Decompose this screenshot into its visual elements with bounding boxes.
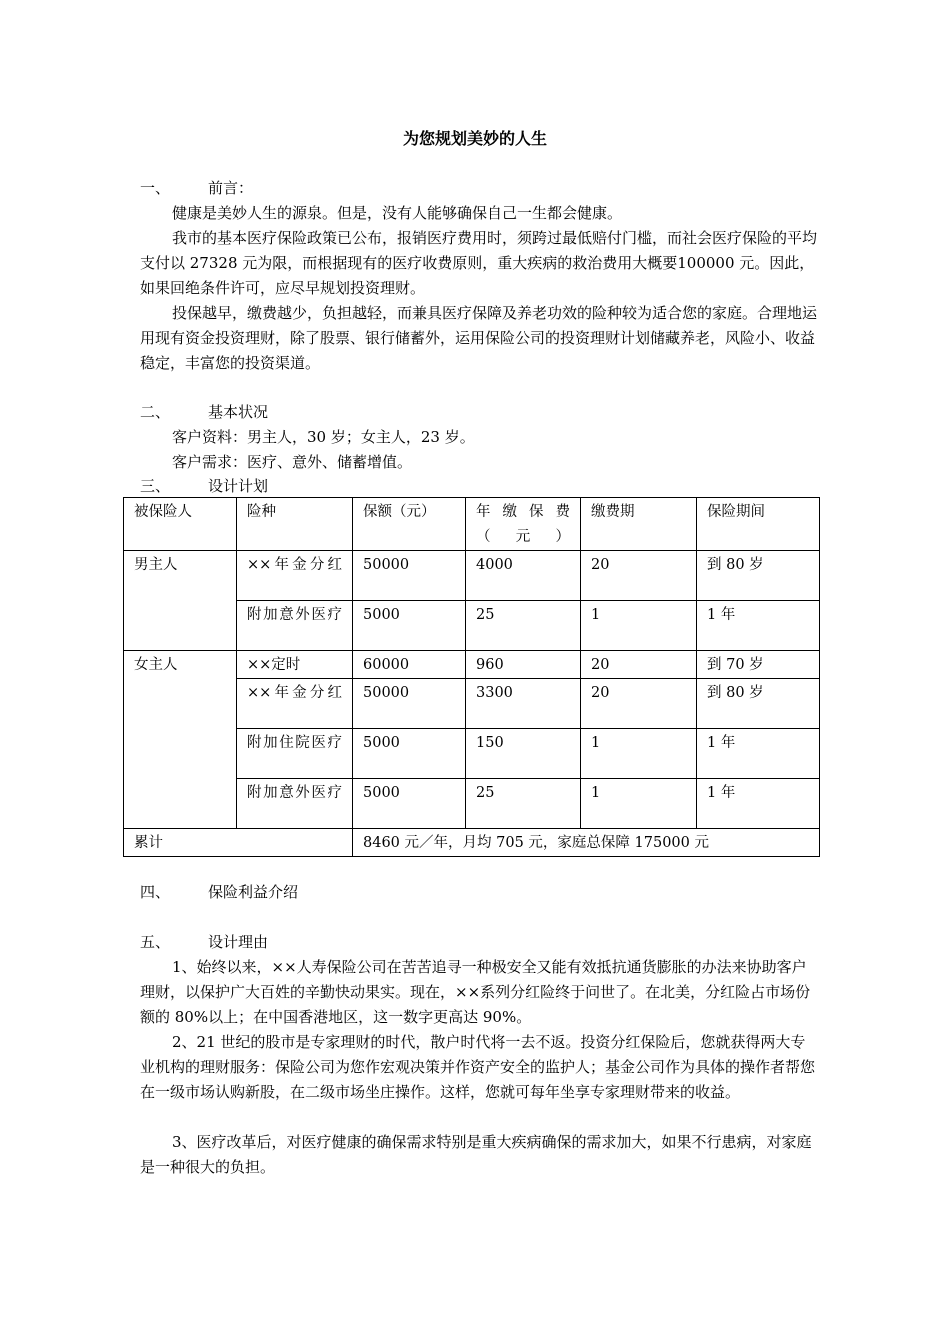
cell-amount: 60000: [353, 651, 466, 679]
cell-amount: 5000: [353, 601, 466, 651]
cell-coverage-period: 到 70 岁: [697, 651, 820, 679]
cell-amount: 50000: [353, 679, 466, 729]
cell-type: 附加住院医疗: [237, 729, 353, 779]
cell-pay-period: 1: [581, 729, 697, 779]
section-title: 设计理由: [208, 933, 269, 951]
document-title: 为您规划美妙的人生: [402, 129, 547, 148]
section-title: 基本状况: [208, 403, 269, 421]
cell-pay-period: 20: [581, 679, 697, 729]
cell-pay-period: 20: [581, 551, 697, 601]
preface-paragraph-2: 我市的基本医疗保险政策已公布，报销医疗费用时，须跨过最低赔付门槛，而社会医疗保险的平均支付以 27328 元为限，而根据现有的医疗收费原则，重大疾病的救治费用大概要100000 元。因此，如果回绝条件许可，应尽早规划投资理财。: [140, 229, 818, 297]
client-needs: 客户需求：医疗、意外、储蓄增值。: [172, 453, 413, 471]
cell-type: 附加意外医疗: [237, 779, 353, 829]
cell-coverage-period: 1 年: [697, 601, 820, 651]
section-heading-basic: [140, 400, 268, 425]
section-number: 四、: [140, 883, 171, 901]
table-row: [124, 551, 820, 601]
section-heading-preface: [140, 176, 253, 201]
cell-type: ××年金分红: [237, 679, 353, 729]
cell-pay-period: 1: [581, 779, 697, 829]
insured-female: 女主人: [124, 651, 237, 829]
preface-paragraph-1: 健康是美妙人生的源泉。但是，没有人能够确保自己一生都会健康。: [172, 204, 623, 222]
cell-premium: 25: [466, 601, 581, 651]
table-header-row: [124, 498, 820, 551]
cell-coverage-period: 到 80 岁: [697, 679, 820, 729]
section-title: 设计计划: [208, 477, 269, 495]
reason-paragraph-3: 3、医疗改革后，对医疗健康的确保需求特别是重大疾病确保的需求加大，如果不行患病，对家庭是一种很大的负担。: [140, 1133, 812, 1176]
header-coverage-period: 保险期间: [697, 498, 820, 551]
reason-paragraph-2: 2、21 世纪的股市是专家理财的时代，散户时代将一去不返。投资分红保险后，您就获得两大专业机构的理财服务：保险公司为您作宏观决策并作资产安全的监护人；基金公司作为具体的操作者帮您在一级市场认购新股，在二级市场坐庄操作。这样，您就可每年坐享专家理财带来的收益。: [140, 1033, 816, 1101]
section-number: 二、: [140, 403, 171, 421]
header-insured: 被保险人: [124, 498, 237, 551]
table-total-row: [124, 829, 820, 857]
table-row: [124, 651, 820, 679]
header-premium: 年缴保费（元）: [466, 498, 581, 551]
cell-coverage-period: 1 年: [697, 779, 820, 829]
header-type: 险种: [237, 498, 353, 551]
section-number: 五、: [140, 933, 171, 951]
cell-coverage-period: 1 年: [697, 729, 820, 779]
cell-premium: 3300: [466, 679, 581, 729]
cell-type: 附加意外医疗: [237, 601, 353, 651]
section-title: 保险利益介绍: [208, 883, 299, 901]
section-heading-benefits: [140, 880, 298, 905]
preface-paragraph-3: 投保越早，缴费越少，负担越轻，而兼具医疗保障及养老功效的险种较为适合您的家庭。合理地运用现有资金投资理财，除了股票、银行储蓄外，运用保险公司的投资理财计划储藏养老，风险小、收益稳定，丰富您的投资渠道。: [140, 304, 818, 372]
cell-amount: 5000: [353, 779, 466, 829]
cell-premium: 4000: [466, 551, 581, 601]
cell-amount: 5000: [353, 729, 466, 779]
reason-paragraph-1: 1、始终以来，××人寿保险公司在苦苦追寻一种极安全又能有效抵抗通货膨胀的办法来协助客户理财，以保护广大百姓的辛勤快动果实。现在，××系列分红险终于问世了。在北美，分红险占市场份额的 80%以上；在中国香港地区，这一数字更高达 90%。: [140, 958, 811, 1026]
section-heading-plan: [140, 474, 268, 499]
section-title: 前言：: [208, 179, 254, 197]
insured-male: 男主人: [124, 551, 237, 651]
cell-premium: 25: [466, 779, 581, 829]
total-label: 累计: [124, 829, 353, 857]
cell-amount: 50000: [353, 551, 466, 601]
cell-type: ××年金分红: [237, 551, 353, 601]
header-pay-period: 缴费期: [581, 498, 697, 551]
cell-pay-period: 1: [581, 601, 697, 651]
cell-premium: 150: [466, 729, 581, 779]
section-number: 三、: [140, 477, 171, 495]
client-info: 客户资料：男主人，30 岁；女主人，23 岁。: [172, 428, 475, 446]
cell-coverage-period: 到 80 岁: [697, 551, 820, 601]
section-heading-reasons: [140, 930, 268, 955]
total-value: 8460 元／年，月均 705 元，家庭总保障 175000 元: [353, 829, 820, 857]
cell-pay-period: 20: [581, 651, 697, 679]
insurance-plan-table: [123, 497, 820, 857]
section-number: 一、: [140, 179, 171, 197]
cell-type: ××定时: [237, 651, 353, 679]
header-amount: 保额（元）: [353, 498, 466, 551]
cell-premium: 960: [466, 651, 581, 679]
